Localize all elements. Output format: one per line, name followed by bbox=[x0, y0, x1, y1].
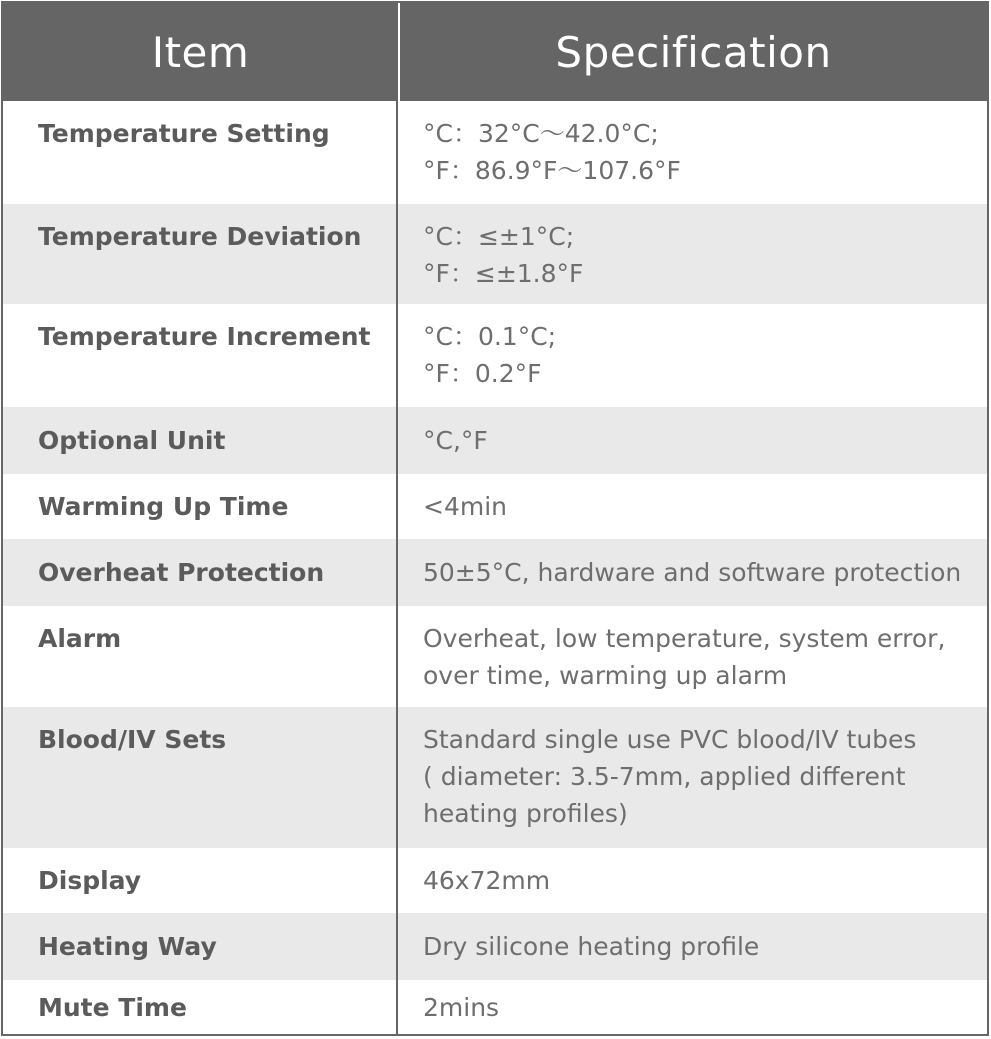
table-header bbox=[3, 3, 987, 101]
row-item: Heating Way bbox=[3, 913, 398, 980]
row-spec: °C：32°C～42.0°C; °F：86.9°F～107.6°F bbox=[423, 119, 681, 185]
table-row bbox=[3, 304, 987, 407]
row-item: Blood/IV Sets bbox=[3, 707, 398, 848]
row-spec: Standard single use PVC blood/IV tubes ( diameter: 3.5-7mm, applied different heating profiles) bbox=[423, 725, 917, 828]
row-item: Temperature Increment bbox=[3, 304, 398, 407]
row-spec: <4min bbox=[423, 492, 507, 521]
table-row bbox=[3, 980, 987, 1034]
row-item: Mute Time bbox=[3, 980, 398, 1034]
table-row bbox=[3, 204, 987, 304]
row-spec: Overheat, low temperature, system error, over time, warming up alarm bbox=[423, 624, 946, 690]
row-item: Alarm bbox=[3, 606, 398, 707]
row-item: Overheat Protection bbox=[3, 539, 398, 606]
table-row bbox=[3, 707, 987, 848]
header-item: Item bbox=[3, 3, 400, 101]
table-row bbox=[3, 407, 987, 474]
table-row bbox=[3, 913, 987, 980]
header-specification: Specification bbox=[555, 27, 832, 77]
row-item: Temperature Setting bbox=[3, 101, 398, 204]
row-spec: °C,°F bbox=[423, 426, 488, 455]
row-item: Optional Unit bbox=[3, 407, 398, 474]
table-row bbox=[3, 848, 987, 913]
row-spec: 50±5°C, hardware and software protection bbox=[423, 558, 962, 587]
row-spec: Dry silicone heating profile bbox=[423, 932, 760, 961]
row-item: Temperature Deviation bbox=[3, 204, 398, 304]
table-row bbox=[3, 606, 987, 707]
row-spec: 46x72mm bbox=[423, 866, 551, 895]
spec-table bbox=[1, 1, 989, 1036]
table-row bbox=[3, 539, 987, 606]
row-item: Warming Up Time bbox=[3, 474, 398, 539]
row-spec: °C：0.1°C; °F：0.2°F bbox=[423, 322, 557, 388]
row-spec: °C：≤±1°C; °F：≤±1.8°F bbox=[423, 222, 584, 288]
row-item: Display bbox=[3, 848, 398, 913]
table-row bbox=[3, 474, 987, 539]
row-spec: 2mins bbox=[423, 992, 500, 1022]
table-row bbox=[3, 101, 987, 204]
table-body bbox=[3, 101, 987, 1034]
